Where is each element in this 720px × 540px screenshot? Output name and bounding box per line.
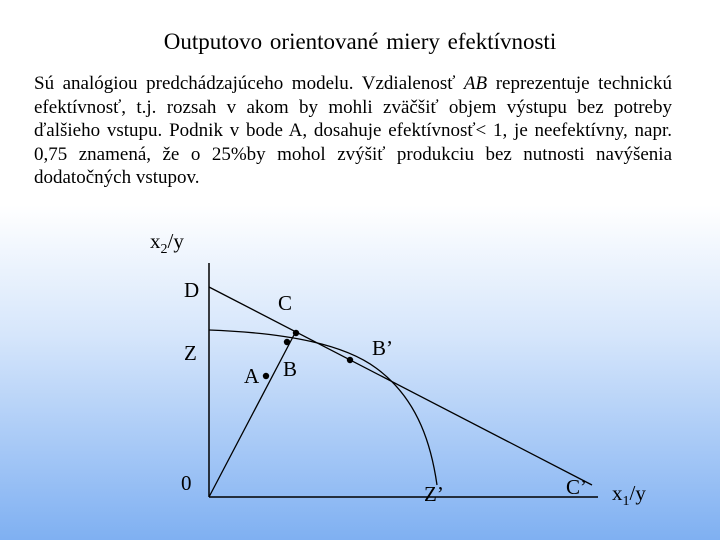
label-a: A — [244, 364, 260, 388]
label-b: B — [283, 357, 298, 381]
point-b-prime — [347, 357, 353, 363]
isorevenue-line-dc — [209, 287, 592, 485]
x-axis-label: $x_1/y$ — [612, 481, 646, 509]
label-c: C — [278, 291, 293, 315]
paragraph-part-1: Sú analógiou predchádzajúceho modelu. Vzdialenosť — [34, 73, 464, 94]
point-c — [293, 330, 299, 336]
paragraph-part-2: reprezentuje technickú efektívnosť, t.j. rozsah v akom by mohli zväčšiť objem výstupu bez potreby ďalšieho vstupu. Podnik v bode A, dosahuje efektívnosť< 1, je neefektívny, napr. 0,75 znamená, že o 25%by mohol zvýšiť produkciu bez nutnosti navýšenia dodatočných vstupov. — [34, 73, 672, 189]
label-z-prime: Z’ — [424, 482, 444, 506]
label-b-prime: B’ — [372, 336, 393, 360]
label-z: Z — [184, 341, 197, 365]
label-c-prime: C’ — [566, 475, 587, 499]
point-b — [284, 339, 290, 345]
paragraph-segment-ab: AB — [463, 73, 488, 94]
ppf-curve-zz — [209, 330, 437, 485]
y-axis-label: $x_2/y$ — [150, 229, 184, 257]
point-a — [263, 373, 269, 379]
slide-title: Outputovo orientované miery efektívnosti — [163, 29, 557, 54]
label-d: D — [184, 278, 200, 302]
label-origin: 0 — [181, 471, 192, 495]
